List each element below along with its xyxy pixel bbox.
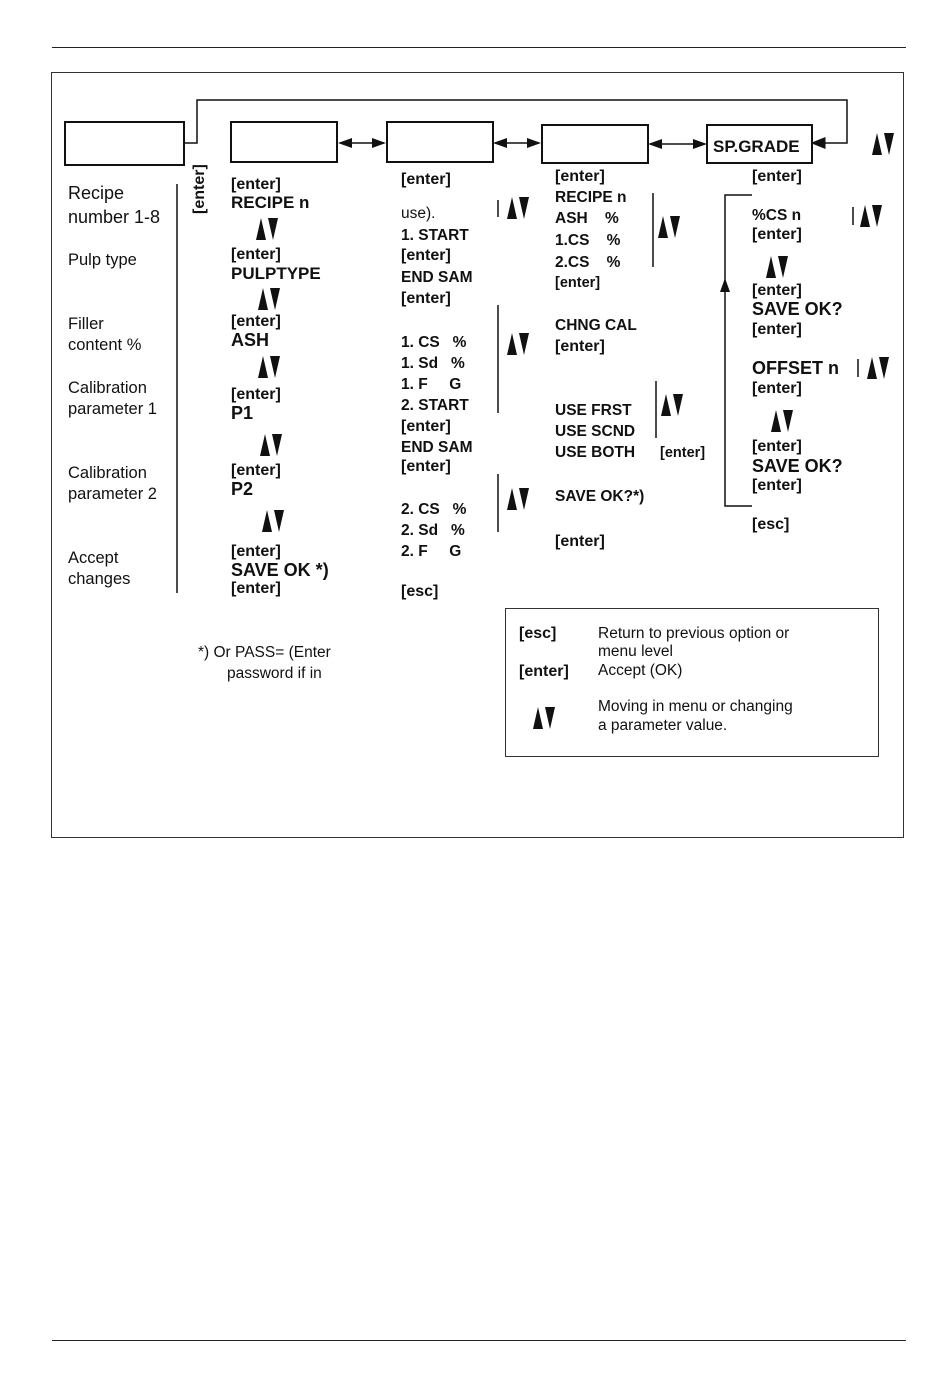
col3-enter-4: [enter] [555,533,605,550]
col2-enter-1: [enter] [401,171,451,188]
col3-use-frst: USE FRST [555,402,632,419]
col1-p2: P2 [231,479,254,499]
col1-enter-3: [enter] [231,313,281,330]
col3-cs-1: 1.CS % [555,232,621,249]
col2-start-2: 2. START [401,397,469,414]
col4-enter-1: [enter] [752,168,802,185]
col3-use-scnd: USE SCND [555,423,636,440]
col1-enter-1: [enter] [231,176,281,193]
col2-endsam-1: END SAM [401,269,473,286]
legend-enter-desc: Accept (OK) [598,662,683,679]
footnote-line-1: *) Or PASS= (Enter [198,644,331,661]
menu-box-2 [230,121,338,163]
up-down-arrows-icon [260,434,282,456]
label-filler-content: content % [68,336,142,354]
col1-save: SAVE OK *) [231,560,329,580]
menu-box-3 [386,121,494,163]
col3-enter-1: [enter] [555,168,605,185]
up-down-arrows-icon [872,133,894,155]
col4-enter-2: [enter] [752,226,802,243]
col4-enter-5: [enter] [752,380,802,397]
legend-esc-desc-1: Return to previous option or [598,625,790,642]
col1-enter-4: [enter] [231,386,281,403]
col2-endsam-2: END SAM [401,439,473,456]
menu-box-1 [64,121,185,166]
legend-esc-key: [esc] [519,625,557,642]
legend-enter-key: [enter] [519,663,569,680]
footnote-line-2: password if in [227,665,322,682]
label-filler: Filler [68,315,104,333]
col2-start-1: 1. START [401,227,469,244]
col2-sd-1: 1. Sd % [401,355,465,372]
up-down-arrows-icon [867,357,889,379]
label-recipe: Recipe [68,183,125,203]
label-parameter-1: parameter 1 [68,400,157,418]
col2-enter-3: [enter] [401,290,451,307]
col4-cs: %CS n [752,207,802,224]
legend-arrows-desc-1: Moving in menu or changing [598,698,793,715]
menu-box-sp-grade [706,124,813,164]
up-down-arrows-icon [258,356,280,378]
up-down-arrows-icon [507,333,529,355]
sp-grade-label: SP.GRADE [713,137,800,156]
col4-enter-7: [enter] [752,477,802,494]
menu-box-4 [541,124,649,164]
col2-cs-1: 1. CS % [401,334,467,351]
col2-enter-5: [enter] [401,458,451,475]
col2-sd-2: 2. Sd % [401,522,465,539]
up-down-arrows-icon [262,510,284,532]
col3-save: SAVE OK?*) [555,488,645,505]
col4-offset: OFFSET n [752,358,839,378]
label-number: number 1-8 [68,207,161,227]
legend-box [505,608,879,757]
label-calibration-1: Calibration [68,379,147,397]
col3-use-both-enter: [enter] [660,445,706,461]
up-down-arrows-icon [771,410,793,432]
col2-enter-4: [enter] [401,418,451,435]
col1-enter-5: [enter] [231,462,281,479]
col1-p1: P1 [231,403,254,423]
up-down-arrows-icon [766,256,788,278]
col4-esc: [esc] [752,516,790,533]
up-down-arrows-icon [507,197,529,219]
up-down-arrows-icon [258,288,280,310]
col3-enter-3: [enter] [555,338,605,355]
col3-chng-cal: CHNG CAL [555,317,637,334]
col3-cs-2: 2.CS % [555,254,621,271]
legend-esc-desc-2: menu level [598,643,673,660]
vertical-enter-label: [enter] [191,164,208,214]
legend-arrows-desc-2: a parameter value. [598,717,728,734]
col1-ash: ASH [231,330,270,350]
col2-enter-2: [enter] [401,247,451,264]
col1-enter-2: [enter] [231,246,281,263]
up-down-arrows-icon [658,216,680,238]
label-parameter-2: parameter 2 [68,485,157,503]
up-down-arrows-icon [661,394,683,416]
label-changes: changes [68,570,131,588]
up-down-arrows-icon [860,205,882,227]
col1-enter-7: [enter] [231,580,281,597]
col2-esc: [esc] [401,583,439,600]
col1-pulptype: PULPTYPE [231,264,321,283]
col2-f-1: 1. F G [401,376,462,393]
label-accept: Accept [68,549,119,567]
label-calibration-2: Calibration [68,464,147,482]
col4-save-1: SAVE OK? [752,299,843,319]
col3-ash: ASH % [555,210,619,227]
col2-cs-2: 2. CS % [401,501,467,518]
col4-enter-3: [enter] [752,282,802,299]
up-down-arrows-icon [533,707,555,729]
label-pulp-type: Pulp type [68,251,137,269]
up-down-arrows-icon [507,488,529,510]
col4-enter-4: [enter] [752,321,802,338]
up-down-arrows-icon [256,218,278,240]
col4-enter-6: [enter] [752,438,802,455]
col3-use-both: USE BOTH [555,444,636,461]
col3-recipe: RECIPE n [555,189,627,206]
col1-enter-6: [enter] [231,543,281,560]
col3-enter-2: [enter] [555,275,601,291]
col1-recipe: RECIPE n [231,193,310,212]
col2-f-2: 2. F G [401,543,462,560]
col2-use: use). [401,205,436,222]
col4-save-2: SAVE OK? [752,456,843,476]
